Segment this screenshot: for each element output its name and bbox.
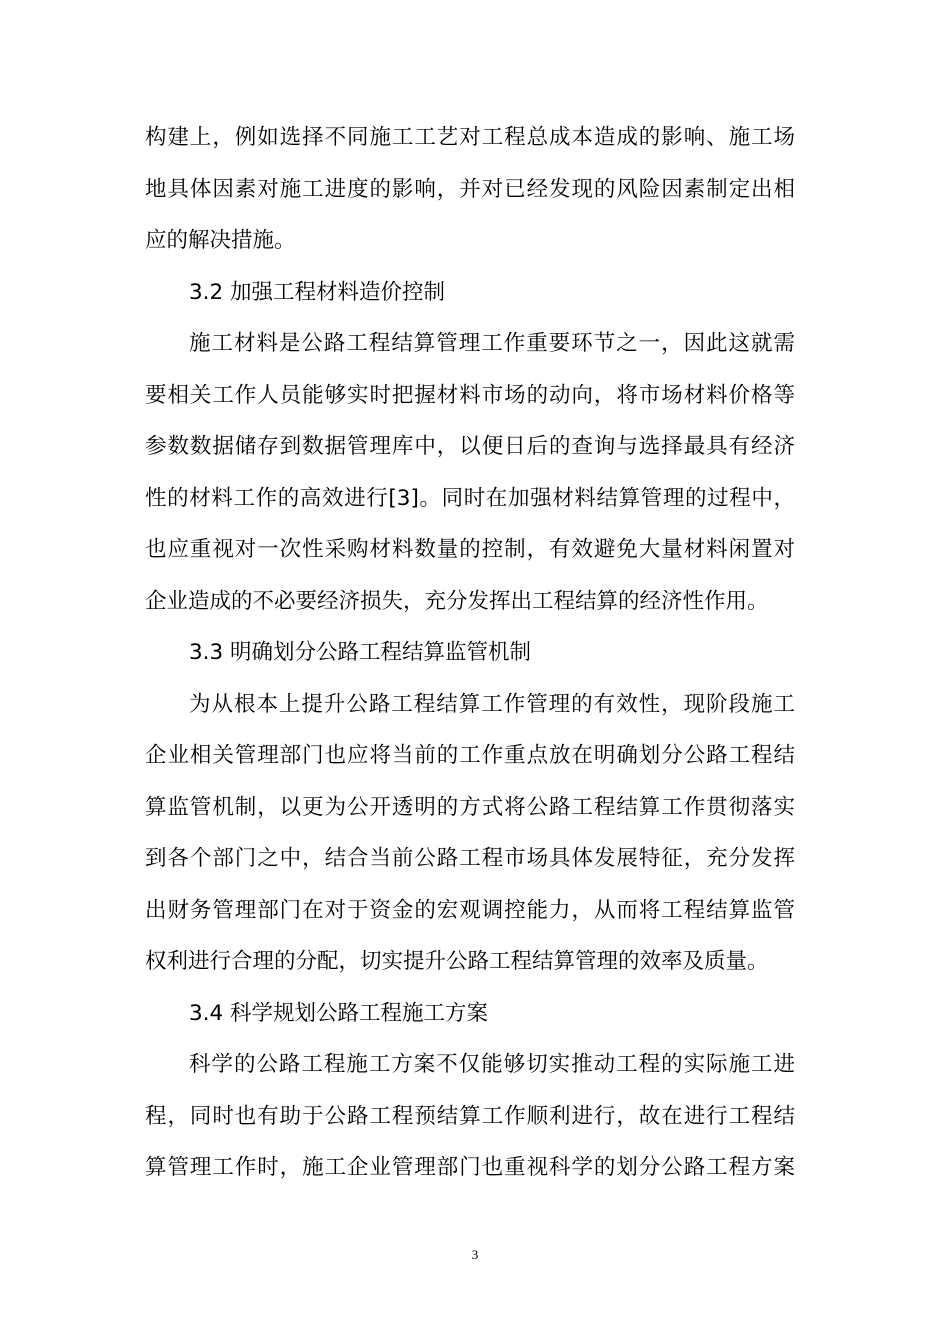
body-text [145,112,795,1194]
text-line: 到各个部门之中，结合当前公路工程市场具体发展特征，充分发挥 [145,846,795,871]
text-line: 为从根本上提升公路工程结算工作管理的有效性，现阶段施工 [189,691,795,717]
text-line: 出财务管理部门在对于资金的宏观调控能力，从而将工程结算监管 [145,897,795,923]
text-line: 性的材料工作的高效进行[3]。同时在加强材料结算管理的过程中， [145,485,795,511]
text-line: 地具体因素对施工进度的影响，并对已经发现的风险因素制定出相 [145,176,795,202]
text-line: 算监管机制，以更为公开透明的方式将公路工程结算工作贯彻落实 [145,794,795,820]
section-heading: 3.3 明确划分公路工程结算监管机制 [189,640,532,665]
text-line: 参数数据储存到数据管理库中，以便日后的查询与选择最具有经济 [145,434,795,459]
text-line: 要相关工作人员能够实时把握材料市场的动向，将市场材料价格等 [145,382,795,408]
page-number: 3 [471,1247,479,1262]
text-line: 施工材料是公路工程结算管理工作重要环节之一，因此这就需 [189,331,795,356]
text-line: 程，同时也有助于公路工程预结算工作顺利进行，故在进行工程结 [145,1103,795,1129]
text-line: 科学的公路工程施工方案不仅能够切实推动工程的实际施工进 [189,1052,795,1077]
text-line: 企业造成的不必要经济损失，充分发挥出工程结算的经济性作用。 [145,588,769,614]
text-line: 也应重视对一次性采购材料数量的控制，有效避免大量材料闲置对 [145,537,795,562]
text-line: 应的解决措施。 [145,228,296,253]
text-line: 权利进行合理的分配，切实提升公路工程结算管理的效率及质量。 [145,949,769,974]
section-heading: 3.2 加强工程材料造价控制 [189,279,446,305]
text-line: 构建上，例如选择不同施工工艺对工程总成本造成的影响、施工场 [145,125,795,150]
text-line: 企业相关管理部门也应将当前的工作重点放在明确划分公路工程结 [145,743,795,768]
section-heading: 3.4 科学规划公路工程施工方案 [189,1000,489,1026]
text-line: 算管理工作时，施工企业管理部门也重视科学的划分公路工程方案 [145,1155,795,1180]
